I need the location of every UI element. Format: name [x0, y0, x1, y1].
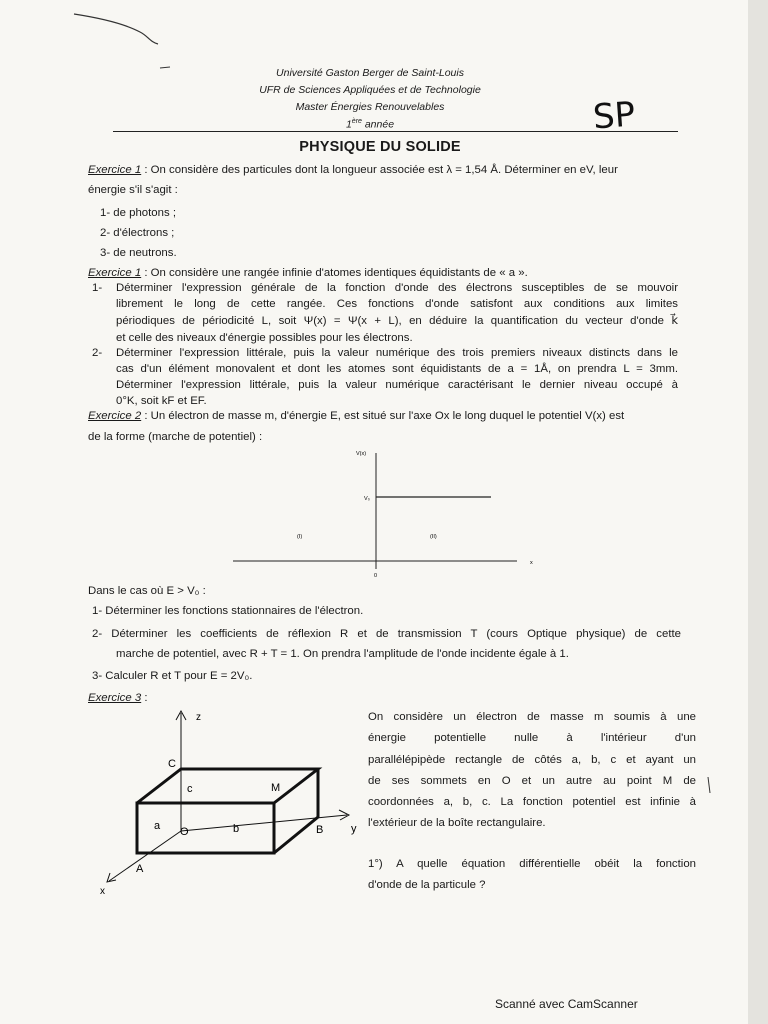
university-name: Université Gaston Berger de Saint-Louis [276, 67, 464, 79]
label-b: b [233, 823, 240, 835]
scanner-watermark: Scanné avec CamScanner [495, 997, 638, 1011]
ex1b-q2-line4: 0°K, soit kF et EF. [116, 395, 207, 407]
ex3-colon: : [141, 692, 148, 704]
box-diagram [95, 703, 370, 898]
ex1a-item-3: 3- de neutrons. [100, 247, 177, 259]
ex3-text-line5: coordonnées a, b, c. La fonction potentiel est infinie à [368, 796, 696, 808]
year-text: année [361, 118, 395, 131]
x-axis-3d [109, 831, 181, 881]
label-z: z [196, 712, 201, 723]
label-C: C [168, 758, 176, 770]
graph-origin: 0 [374, 573, 378, 579]
ex1a-intro-line1 [88, 163, 618, 177]
program-name: Master Énergies Renouvelables [295, 101, 445, 113]
graph-x-label: x [530, 560, 533, 566]
ex3-text-line1: On considère un électron de masse m soumis à une [368, 711, 696, 723]
ex1a-intro-line2: énergie s'il s'agit : [88, 184, 178, 196]
label-a: a [154, 820, 161, 832]
ex1b-q2-line1: Déterminer l'expression littérale, puis la valeur numérique des trois premiers niveaux distincts dans le [116, 347, 678, 359]
label-M: M [271, 782, 281, 794]
ex3-text-line2: énergie potentielle nulle à l'intérieur d'un [368, 732, 696, 744]
box-right-face [274, 769, 318, 853]
year-superscript: ère [351, 118, 362, 125]
ex3-label: Exercice 3 [88, 692, 142, 704]
year-number: 1 [345, 118, 352, 131]
faculty-name: UFR de Sciences Appliquées et de Technologie [259, 84, 481, 96]
ex2-q3: 3- Calculer R et T pour E = 2V₀. [92, 670, 253, 682]
label-c: c [187, 783, 193, 795]
ex2-label: Exercice 2 [88, 410, 142, 422]
ex1b-q2-line3: Déterminer l'expression littérale, puis la valeur numérique caractérisant le dernier niveau occupé à [116, 379, 678, 391]
ex2-q1: 1- Déterminer les fonctions stationnaires de l'électron. [92, 605, 364, 617]
ex2-intro-line2: de la forme (marche de potentiel) : [88, 431, 263, 443]
pen-mark-right [704, 775, 714, 797]
ex1b-q1-line4: et celle des niveaux d'énergie possibles pour les électrons. [116, 332, 413, 344]
ex1b-label: Exercice 1 [88, 267, 142, 279]
ex1b-intro-text: : On considère une rangée infinie d'atomes identiques équidistants de « a ». [141, 267, 528, 279]
ex2-intro: : Un électron de masse m, d'énergie E, est situé sur l'axe Ox le long duquel le potentiel V(x) est [141, 410, 625, 422]
ex1b-q1-line3: périodiques de périodicité L, soit Ψ(x) = Ψ(x + L), en déduire la quantification du vecteur d'onde k⃗ [116, 315, 678, 327]
ex1b-q1-number: 1- [92, 282, 103, 294]
ex3-q1-line2: d'onde de la particule ? [368, 879, 486, 891]
ex1b-q2-number: 2- [92, 347, 103, 359]
label-y: y [351, 823, 357, 835]
potential-step-graph [225, 445, 555, 585]
ex2-case: Dans le cas où E > V₀ : [88, 585, 206, 597]
ex3-text-line6: l'extérieur de la boîte rectangulaire. [368, 817, 546, 829]
label-x: x [100, 886, 105, 897]
page-title: PHYSIQUE DU SOLIDE [299, 139, 461, 155]
label-O: O [180, 826, 189, 838]
handwritten-note: SP [591, 94, 637, 138]
ex1b-q1-line1: Déterminer l'expression générale de la fonction d'onde des électrons susceptibles de se mouvoir [116, 282, 678, 294]
ex1a-item-2: 2- d'électrons ; [100, 227, 175, 239]
ex1a-item-1: 1- de photons ; [100, 207, 176, 219]
header-divider [113, 131, 678, 132]
ex1b-q2-line2: cas d'un élément monovalent et dont les atomes sont équidistants de a = 1Å, on prendra L = 3mm. [116, 363, 678, 375]
ex3-q1-line1: 1°) A quelle équation différentielle obéit la fonction [368, 858, 696, 870]
label-A: A [136, 863, 144, 875]
ex1b-intro [88, 266, 528, 280]
ex2-intro-line1 [88, 409, 624, 423]
graph-v0-label: V₀ [364, 496, 370, 502]
label-B: B [316, 824, 324, 836]
ex2-q2-line2: marche de potentiel, avec R + T = 1. On prendra l'amplitude de l'onde incidente égale à 1. [116, 648, 569, 660]
graph-y-label: V(x) [356, 451, 367, 457]
ex2-q2-line1: 2- Déterminer les coefficients de réflexion R et de transmission T (cours Optique physique) de cette [92, 628, 681, 640]
ex1b-q1-line2: librement le long de cette rangée. Ces fonctions d'onde satisfont aux conditions aux limites [116, 298, 678, 310]
ex1a-intro: : On considère des particules dont la longueur associée est λ = 1,54 Å. Déterminer en eV, leur [141, 164, 618, 176]
ex1a-label: Exercice 1 [88, 164, 142, 176]
box-top-face [137, 769, 318, 803]
ex3-text-line4: de ses sommets en O et un autre au point M de [368, 775, 696, 787]
graph-region-2: (II) [430, 534, 437, 540]
graph-region-1: (I) [297, 534, 303, 540]
ex3-text-line3: parallélépipède rectangle de côtés a, b, c et ayant un [368, 754, 696, 766]
